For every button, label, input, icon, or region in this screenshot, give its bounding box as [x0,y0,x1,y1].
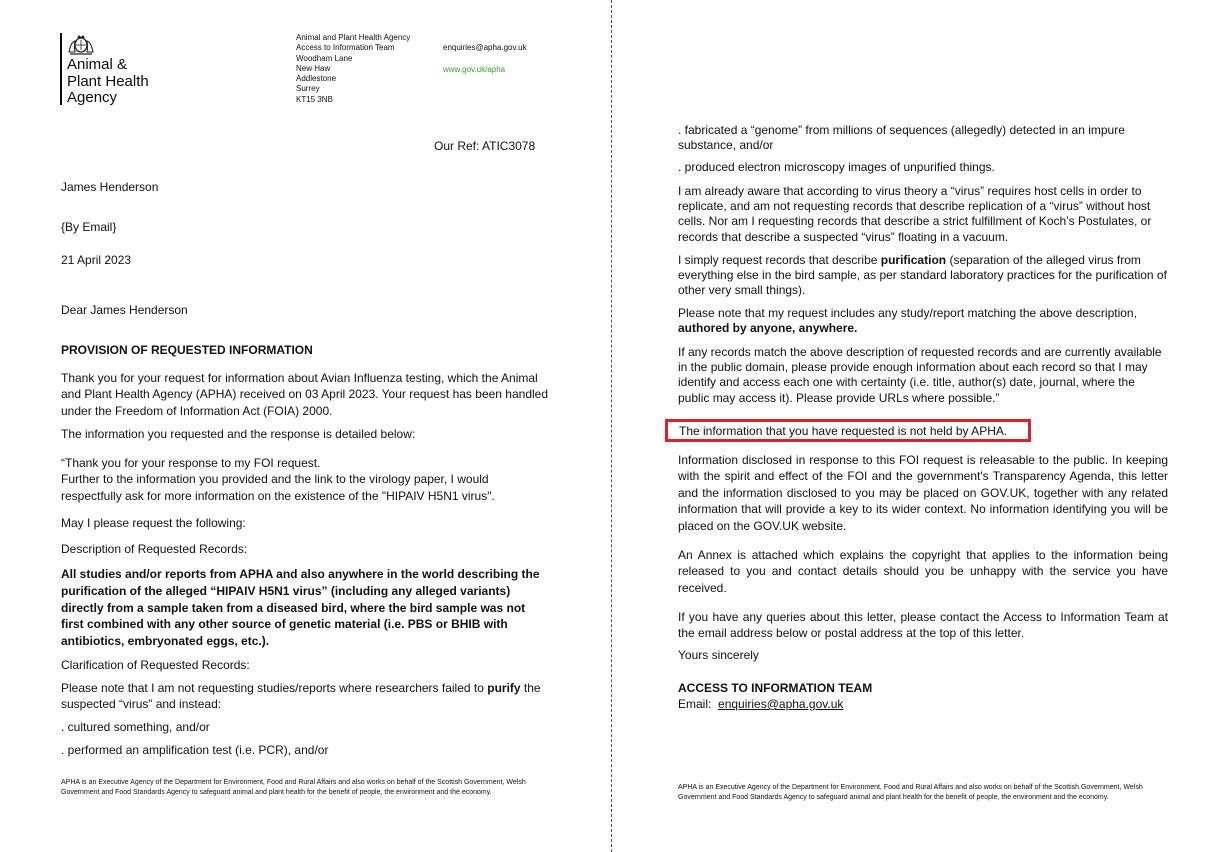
description-heading: Description of Requested Records: [61,542,248,556]
note-text: Please note that my request includes any study/report matching the above description, [678,306,1137,320]
intro-paragraph: Thank you for your request for information about Avian Influenza testing, which the Animal and Plant Health Agency (APHA) received on 03 April 2023. Your request has been handled under the Freedom of Information Act (FOIA) 2000. [61,371,549,418]
clarification-text: Please note that I am not requesting studies/reports where researchers failed to [61,681,488,695]
signoff: Yours sincerely [678,648,759,662]
email-label: Email: [678,697,712,711]
bullet-item: . cultured something, and/or [61,720,210,734]
quote-line: Further to the information you provided and the link to the virology paper, I would respectfully ask for more information on the existence of the "HIPAIV H5N1 virus". [61,472,495,503]
public-domain-paragraph: If any records match the above description of requested records and are currently available in the public domain, please provide enough information about each record so that I may identify and access each one with certainty (i.e. title, author(s) date, journal, where the public may access it). Please provide URLs where possible.” [678,345,1162,405]
email-line [678,697,1168,712]
note-paragraph [678,306,1168,336]
address-line: KT15 3NB [296,94,333,104]
address-line: New Haw [296,63,331,73]
section-heading: PROVISION OF REQUESTED INFORMATION [61,343,313,357]
aware-paragraph: I am already aware that according to virus theory a “virus” requires host cells in order to replicate, and am not requesting records that describe replication of a “virus” without host cells. Nor am I requesting records that describe a strict fulfillment of Koch’s Postulates, or records that describe a suspected “virus” floating in a vacuum. [678,184,1152,244]
queries-paragraph: If you have any queries about this letter, please contact the Access to Information Team at the email address below or postal address at the top of this letter. [678,610,1168,641]
agency-name: Animal & Plant Health Agency [67,56,149,106]
bullet-item: . performed an amplification test (i.e. PCR), and/or [61,743,329,757]
address-line: Woodham Lane [296,53,353,63]
contact-email[interactable]: enquiries@apha.gov.uk [443,43,527,52]
clarification-emphasis: purify [487,681,521,695]
reference-number: Our Ref: ATIC3078 [434,139,536,153]
address-line: Surrey [296,84,320,94]
logo-bar [60,33,62,105]
description-of-records: All studies and/or reports from APHA and also anywhere in the world describing the purification of the alleged “HIPAIV H5N1 virus” (including any alleged variants) directly from a sample taken from a diseased bird, where the bird sample was not first combined with any other source of genetic material (i.e. PBS or BHIB with antibiotics, embryonated eggs, etc.). [61,567,540,649]
clarification-heading: Clarification of Requested Records: [61,658,250,672]
signature-team: ACCESS TO INFORMATION TEAM [678,681,873,695]
bullet-item: . fabricated a “genome” from millions of sequences (allegedly) detected in an impure substance, and/or [678,123,1125,153]
purification-text: I simply request records that describe [678,253,881,267]
disclosure-paragraph: Information disclosed in response to this FOI request is releasable to the public. In keeping with the spirit and effect of the FOI and the government's Transparency Agenda, this letter and the information disclosed to you may be placed on GOV.UK, together with any related information that will provide a key to its wider context. No information identifying you will be placed on the GOV.UK website. [678,453,1168,533]
quote-line: “Thank you for your response to my FOI request. [61,456,321,470]
delivery-method: {By Email} [61,220,117,234]
royal-crest-icon [66,32,96,56]
address-line: Access to Information Team [296,43,395,53]
clarification-text: the suspected “virus” and instead: [61,681,541,712]
may-request-line: May I please request the following: [61,516,246,530]
purification-emphasis: purification [880,253,947,267]
email-link[interactable]: enquiries@apha.gov.uk [718,697,844,711]
clarification-paragraph [61,680,549,713]
not-held-highlight [665,419,1031,442]
website-link[interactable]: www.gov.uk/apha [443,65,506,74]
recipient-name: James Henderson [61,180,159,194]
not-held-statement: The information that you have requested is not held by APHA. [679,424,1008,438]
note-emphasis: authored by anyone, anywhere. [678,321,858,336]
bullet-item: . produced electron microscopy images of unpurified things. [678,160,995,174]
letter-page-2 [612,0,1224,852]
postal-address [296,33,410,105]
salutation: Dear James Henderson [61,303,188,317]
quoted-request [61,455,549,504]
letter-date: 21 April 2023 [61,253,132,267]
purification-paragraph [678,253,1168,299]
address-line: Animal and Plant Health Agency [296,33,411,42]
page-footer: APHA is an Executive Agency of the Department for Environment, Food and Rural Affairs and also works on behalf of the Scottish Government, Welsh Government and Food Standards Agency to safeguard animal and plant health for the benefit of people, the environment and the economy. [61,779,526,796]
address-line: Addlestone [296,74,337,84]
info-detail-paragraph: The information you requested and the response is detailed below: [61,427,416,441]
purification-text: (separation of the alleged virus from everything else in the bird sample, as per standard laboratory practices for the purification of other very small things). [678,253,1167,298]
page-footer: APHA is an Executive Agency of the Department for Environment, Food and Rural Affairs and also works on behalf of the Scottish Government, Welsh Government and Food Standards Agency to safeguard animal and plant health for the benefit of people, the environment and the economy. [678,784,1143,801]
letter-page-1 [0,0,611,852]
annex-paragraph: An Annex is attached which explains the copyright that applies to the information being released to you and contact details should you be unhappy with the service you have received. [678,548,1168,595]
